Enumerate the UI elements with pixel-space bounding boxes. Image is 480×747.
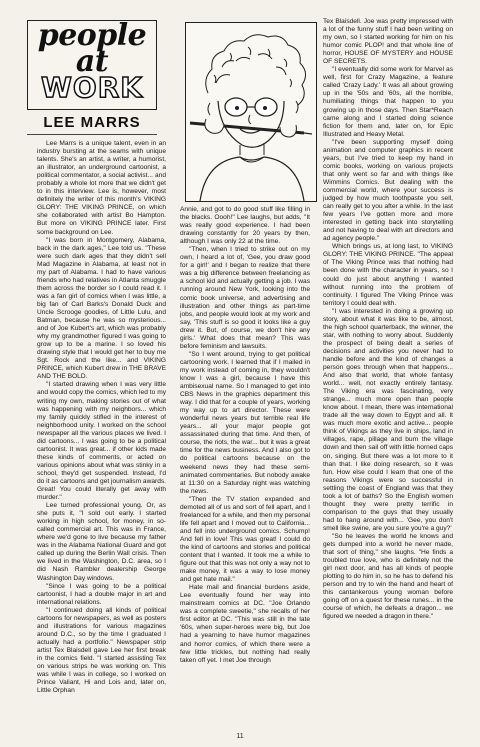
- paragraph: Which brings us, at long last, to VIKING GLORY: THE VIKING PRINCE. "The appeal of The Viking Prince was that nothing had been done with the character in years, so I could do just about anything I wanted without running into the problem of continuity. I figured The Viking Prince was territory I could deal with.: [323, 243, 453, 307]
- article-column-3: [323, 18, 453, 730]
- people-at-work-logo: [27, 20, 157, 110]
- paragraph: "I started drawing when I was very little and would copy the comics, which led to my writing my own, making stories out of what was happening with my neighbors... which my family quickly stifled in the interest of neighborhood unity. I worked on the school newspaper all the various places we lived. I did cartoons... I was going to be a political cartoonist. It was great... if other kids made these kinds of comments, or acted on various opinions about what was stinky in a school, they'd get suspended. Instead, I'd do it as cartoons and get journalism awards. Great! You could literally get away with murder.": [37, 381, 166, 502]
- paragraph: "Then, when I tried to strike out on my own, I heard a lot of, 'Gee, you draw good for a girl!' and I began to realize that there was a big difference between freelancing as a school kid and actually getting a job. I was running around New York, looking into the comic book universe, and advertising and illustration and other things as part-time jobs, and people would look at my work and say, 'This stuff is so good it looks like a guy drew it. But, of course, we don't hire any girls.' What does that mean? This was before feminism and lawsuits.: [180, 246, 310, 350]
- paragraph: Lee Marrs is a unique talent, even in an industry bursting at the seams with unique talents. She's an artist, a writer, a humorist, an illustrator, an underground cartoonist, a political commentator, a social activist... and probably a whole lot more that we didn't get to in this interview. Lee is, however, most definitely the writer of this month's VIKING GLORY: THE VIKING PRINCE, on which she collaborated with artist Bo Hampton. But more on VIKING PRINCE later. First some background on Lee.: [37, 140, 166, 236]
- subject-name: LEE MARRS: [43, 114, 141, 131]
- caricature-drawing-icon: [185, 22, 317, 202]
- paragraph: "I was interested in doing a growing up story, about what it was like to be, almost, the high school quarterback, the winner, the star, with nothing to worry about. Suddenly the prospect of being dealt a series of decisions and activities you never had to handle before and the kind of changes a person goes through when that happens... And also that world, that whole fantasy world... well, not exactly entirely fantasy. The Viking era was fascinating, very strange... much more open than people know about. I mean, there was international trade all the way down to Egypt and all. It was much more exotic and active... people think of Vikings as they live in ships, land in villages, rape, pillage and burn the village down and then sail off with little horned caps on, singing. But there was a lot more to it than that. I like doing research, so it was fun. How else could I learn that one of the reasons Vikings were so successful in settling the coast of England was that they took a lot of baths? So the English women thought they were pretty terrific in comparison to the guys that they usually had to hang around with... 'Gee, you don't smell like swine, are you sure you're a guy?': [323, 307, 453, 532]
- paragraph: "Then the TV station expanded and demoted all of us and sort of fell apart, and I freelanced for a while, and then my personal life fell apart and I moved out to California... and fell into underground comics. Schump! And fell in love! This was great! I could do the kind of cartoons and stories and political content that I wanted. It took me a while to figure out that this was not only a way not to make money, it was a way to lose money and get hate mail.": [180, 495, 310, 584]
- paragraph: "I was born in Montgomery, Alabama, back in the dark ages," Lee told us. "These were such dark ages that they didn't sell Mad Magazine in Alabama, at least not in my part of Alabama. I had to have various friends who had relatives in Atlanta smuggle them across the border so I could read it. I was a fan girl of comics when I was little, a big fan of Carl Barks's Donald Duck and Uncle Scrooge goodies, of Little Lulu, and Batman, because he was so mysterious... and of Joe Kubert's art, which was probably why my grandmother figured I was going to grow up to be a marine. I so loved his drawing style that I would get her to buy me Sgt. Rock and the like... and VIKING PRINCE, which Kubert drew in THE BRAVE AND THE BOLD.: [37, 236, 166, 381]
- paragraph: "I eventually did some work for Marvel as well, first for Crazy Magazine, a feature called 'Crazy Lady.' It was all about growing up in the '50s and '60s, all the horrible, humiliating things that happen to you growing up in those days. Then Star*Reach came along and I started doing science fiction for them and, later on, for Epic Illustrated and Heavy Metal.: [323, 66, 453, 138]
- paragraph: "So I went around, trying to get political cartooning work. I learned that if I mailed in my work instead of coming in, they wouldn't know I was a girl, because I have this ambisexual name. So I managed to get into CBS News in the graphics department this way. I did that for a couple of years, working my way up to art director. These were wonderful news years but terrible real life years... all your major people got assassinated during that time. And then, of course, the riots, the war... but it was a great time for the news business. And I also got to do political cartoons because on the weekend news they had these semi-animated commentaries. But nobody awake at 11:30 on a Saturday night was watching the news.: [180, 350, 310, 495]
- paragraph: "Since I was going to be a political cartoonist, I had a double major in art and international relations.: [37, 582, 166, 606]
- page-number: 11: [236, 733, 244, 740]
- paragraph: "I continued doing all kinds of political cartoons for newspapers, as well as posters and illustrations for various magazines around D.C., so by the time I graduated I actually had a portfolio." Newspaper strip artist Tex Blaisdell gave Lee her first break in the comics field. "I started assisting Tex on various strips he was working on. This was while I was in college, so I worked on Prince Valiant, Hi and Lois and, later on, Little Orphan: [37, 606, 166, 695]
- logo-block-text: WORK: [41, 71, 143, 104]
- paragraph: Hate mail and financial burdens aside, Lee eventually found her way into mainstream comics at DC. "Joe Orlando was a complete sweetie," she recalls of her first editor at DC. "This was still in the late '60s, when super-heroes were big, but Joe had a yearning to have humor magazines and horror comics, of which there were a few little trickles, but nothing had really taken off yet. I met Joe through: [180, 584, 310, 664]
- name-rule: [27, 134, 157, 135]
- logo-script-text: people at: [37, 18, 147, 79]
- paragraph: Tex Blaisdell. Joe was pretty impressed with a lot of the funny stuff I had been writing on my own, so I started working for him on his humor comic PLOP! and that whole line of horror, HOUSE OF MYSTERY and HOUSE OF SECRETS.: [323, 18, 453, 66]
- paragraph: "So he leaves the world he knows and gets dumped into a world he never made, that sort of thing," she laughs. "He finds a troubled true love, who is definitely not the girl next door, and has all kinds of people plotting to do him in, so he has to defend his person and try to win the hand and heart of this cantankerous young woman before going off on a quest for these runes... in the course of which, he defeats a dragon... we figured we needed a dragon in there.": [323, 533, 453, 621]
- paragraph: Annie, and got to do good stuff like filling in the blacks. Oooh!" Lee laughs, but adds, "It was really good experience. I had been drawing constantly for 20 years by then, although I was only 22 at the time.: [180, 206, 310, 246]
- caricature-svg: [186, 23, 316, 201]
- paragraph: Lee turned professional young. Or, as she puts it, "I sold out early. I started working in high school, for money, in so-called commercial art. This was in France, where we'd gone to live because my father was in the Alabama National Guard and got called up during the Berlin Wall crisis. Then we lived in the Washington, D.C. area, so I did Nash Rambler dealership George Washington Day windows.: [37, 502, 166, 582]
- article-column-2: [180, 206, 310, 730]
- paragraph: "I've been supporting myself doing animation and computer graphics in recent years, but I've tried to keep my hand in comic books, working on various projects that only went so far and with things like Wimmins Comics. But dealing with the commercial world, where your success is judged by how much toothpaste you sell, can really get to you after a while. In the last few years I've gotten more and more interested in getting back into storytelling and not having to deal with art directors and ad agency people.": [323, 138, 453, 243]
- article-column-1: [37, 140, 166, 730]
